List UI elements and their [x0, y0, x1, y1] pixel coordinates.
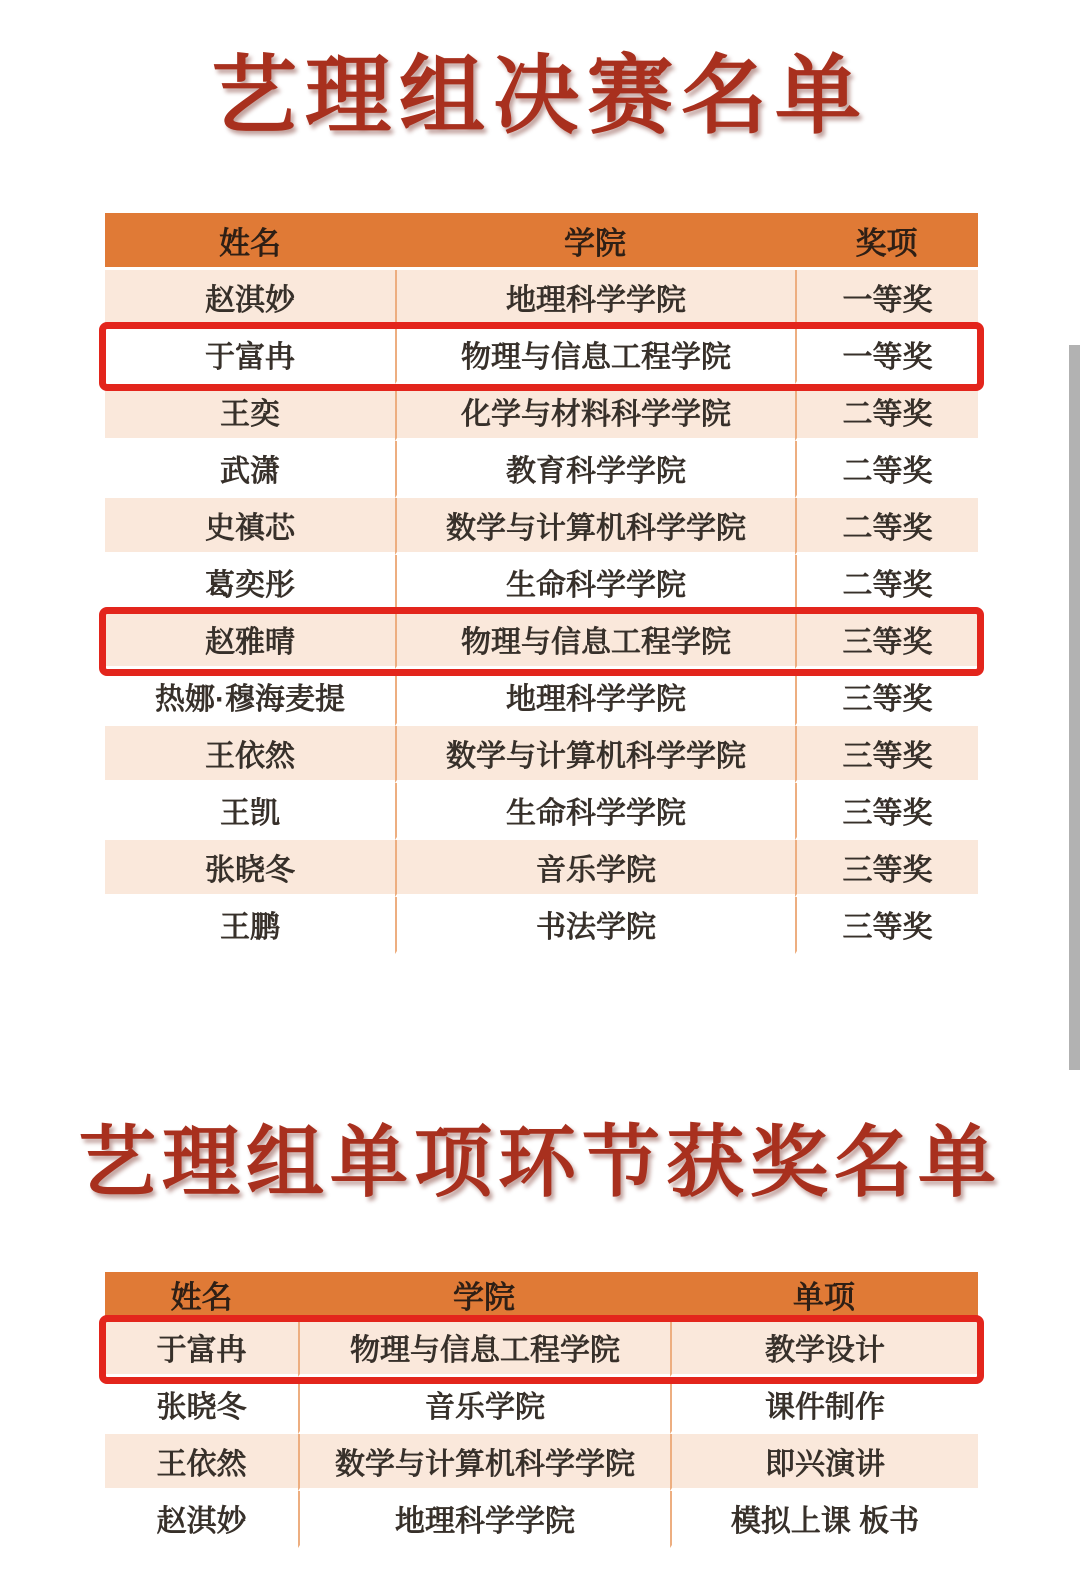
table-cell: 地理科学学院 — [395, 270, 795, 327]
table-cell: 三等奖 — [795, 783, 978, 840]
table-row — [105, 1491, 978, 1548]
table-cell: 一等奖 — [795, 270, 978, 327]
single-event-table-header-row — [105, 1272, 978, 1320]
table-cell: 三等奖 — [795, 840, 978, 897]
table-cell: 即兴演讲 — [670, 1434, 978, 1491]
table-row — [105, 1377, 978, 1434]
table-row — [105, 783, 978, 840]
table-cell: 地理科学学院 — [395, 669, 795, 726]
table-cell: 王凯 — [105, 783, 395, 840]
table-cell: 教育科学学院 — [395, 441, 795, 498]
table-cell: 三等奖 — [795, 897, 978, 954]
table-cell: 史禛芯 — [105, 498, 395, 555]
table-cell: 二等奖 — [795, 441, 978, 498]
finals-table-body — [105, 270, 978, 954]
table-cell: 王鹏 — [105, 897, 395, 954]
column-header: 学院 — [395, 213, 795, 270]
table-cell: 三等奖 — [795, 726, 978, 783]
table-cell: 物理与信息工程学院 — [395, 612, 795, 669]
table-row — [105, 270, 978, 327]
table-cell: 物理与信息工程学院 — [395, 327, 795, 384]
table-cell: 葛奕彤 — [105, 555, 395, 612]
scrollbar-thumb[interactable] — [1069, 345, 1080, 1070]
table-cell: 音乐学院 — [395, 840, 795, 897]
table-cell: 一等奖 — [795, 327, 978, 384]
table-row — [105, 1434, 978, 1491]
table-cell: 王奕 — [105, 384, 395, 441]
table-cell: 三等奖 — [795, 669, 978, 726]
table-cell: 物理与信息工程学院 — [298, 1320, 670, 1377]
table-cell: 音乐学院 — [298, 1377, 670, 1434]
table-cell: 于富冉 — [105, 1320, 298, 1377]
table-cell: 数学与计算机科学学院 — [395, 498, 795, 555]
table-cell: 数学与计算机科学学院 — [395, 726, 795, 783]
column-header: 学院 — [298, 1272, 670, 1320]
table-cell: 赵雅晴 — [105, 612, 395, 669]
table-cell: 武潇 — [105, 441, 395, 498]
column-header: 姓名 — [105, 213, 395, 270]
table-cell: 书法学院 — [395, 897, 795, 954]
table-cell: 数学与计算机科学学院 — [298, 1434, 670, 1491]
table-cell: 赵淇妙 — [105, 1491, 298, 1548]
table-cell: 张晓冬 — [105, 1377, 298, 1434]
table-cell: 于富冉 — [105, 327, 395, 384]
table-row — [105, 897, 978, 954]
table-row — [105, 1320, 978, 1377]
table-cell: 二等奖 — [795, 555, 978, 612]
table-row — [105, 384, 978, 441]
table-cell: 张晓冬 — [105, 840, 395, 897]
table-cell: 三等奖 — [795, 612, 978, 669]
table-cell: 二等奖 — [795, 384, 978, 441]
table-cell: 热娜·穆海麦提 — [105, 669, 395, 726]
single-event-table — [105, 1272, 978, 1548]
table-row — [105, 612, 978, 669]
column-header: 奖项 — [795, 213, 978, 270]
column-header: 姓名 — [105, 1272, 298, 1320]
table-row — [105, 441, 978, 498]
single-event-table-body — [105, 1320, 978, 1548]
finals-table-header-row — [105, 213, 978, 270]
table-cell: 课件制作 — [670, 1377, 978, 1434]
table-cell: 教学设计 — [670, 1320, 978, 1377]
table-row — [105, 840, 978, 897]
table-row — [105, 327, 978, 384]
table-cell: 化学与材料科学学院 — [395, 384, 795, 441]
single-event-table-header — [105, 1272, 978, 1320]
table-cell: 王依然 — [105, 1434, 298, 1491]
table-row — [105, 726, 978, 783]
table-cell: 赵淇妙 — [105, 270, 395, 327]
page-title-finals: 艺理组决赛名单 — [211, 45, 869, 146]
table-row — [105, 669, 978, 726]
table-row — [105, 555, 978, 612]
table-cell: 模拟上课 板书 — [670, 1491, 978, 1548]
table-cell: 生命科学学院 — [395, 555, 795, 612]
table-row — [105, 498, 978, 555]
page-title-single-event: 艺理组单项环节获奖名单 — [77, 1117, 1002, 1208]
finals-table — [105, 213, 978, 954]
table-cell: 生命科学学院 — [395, 783, 795, 840]
table-cell: 王依然 — [105, 726, 395, 783]
finals-table-header — [105, 213, 978, 270]
column-header: 单项 — [670, 1272, 978, 1320]
table-cell: 二等奖 — [795, 498, 978, 555]
table-cell: 地理科学学院 — [298, 1491, 670, 1548]
